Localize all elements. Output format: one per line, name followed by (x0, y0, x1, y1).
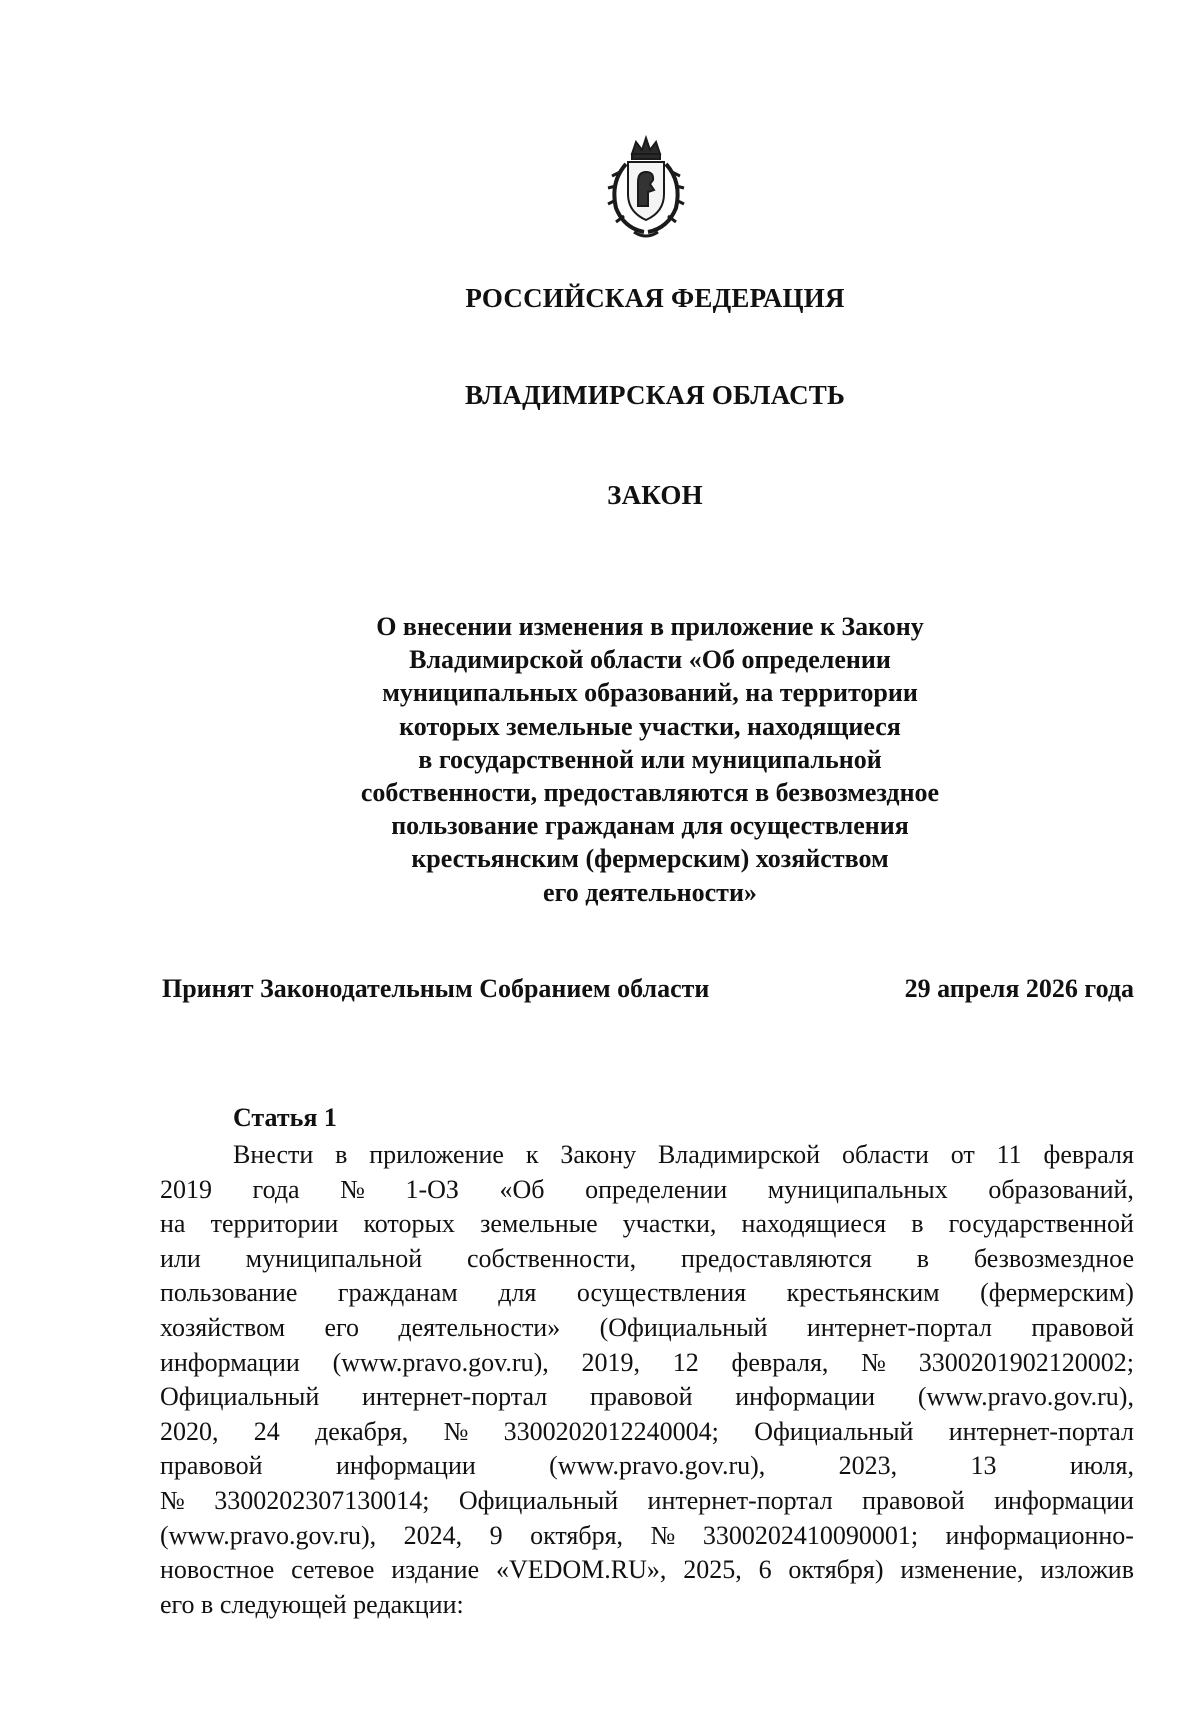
adoption-label: Принят Законодательным Собранием области (162, 974, 710, 1003)
article-word: 6 (758, 1555, 772, 1585)
article-text-line (160, 1276, 1134, 1311)
article-word: 2025, (683, 1555, 742, 1585)
article-word: Официальный (458, 1485, 619, 1515)
article-word: деятельности» (398, 1312, 561, 1342)
article-word: интернет-портал (647, 1485, 833, 1515)
article-word: Официальный (160, 1382, 320, 1412)
article-word: октября) (788, 1555, 884, 1585)
article-word: «VEDOM.RU», (495, 1555, 667, 1585)
article-word: муниципальной (245, 1243, 423, 1273)
article-word: новостное (160, 1555, 275, 1585)
article-word: (Официальный (599, 1312, 768, 1342)
article-word: 2019 (160, 1174, 212, 1204)
country-heading: РОССИЙСКАЯ ФЕДЕРАЦИЯ (465, 283, 845, 313)
article-word: области (841, 1140, 929, 1169)
article-word: (www.pravo.gov.ru), (549, 1451, 766, 1481)
article-text-line (160, 1588, 1134, 1623)
article-word: определении (585, 1174, 728, 1204)
article-text-line (160, 1207, 1134, 1242)
law-title-line: крестьянским (фермерским) хозяйством (411, 844, 889, 874)
article-text-line (160, 1449, 1134, 1484)
article-word: № (160, 1485, 185, 1515)
article-word: его (324, 1312, 360, 1342)
article-word: (фермерским) (980, 1278, 1134, 1308)
article-word: Владимирской (657, 1140, 821, 1169)
article-text-line (160, 1484, 1134, 1519)
article-word: земельные (480, 1209, 598, 1239)
article-word: февраля, (731, 1347, 829, 1377)
article-word: или (160, 1243, 201, 1273)
article-word: издание (391, 1555, 480, 1585)
article-word: его в следующей редакции: (160, 1589, 464, 1619)
article-word: 3300201902120002; (918, 1347, 1134, 1377)
article-word: территории (210, 1209, 339, 1239)
article-word: «Об (499, 1174, 545, 1204)
article-text-line (160, 1415, 1134, 1450)
article-word: правовой (1031, 1312, 1134, 1342)
article-word: 13 (970, 1451, 997, 1481)
article-word: информации (735, 1382, 876, 1412)
article-word: (www.pravo.gov.ru), (160, 1520, 377, 1550)
article-word: участки, (622, 1209, 717, 1239)
article-heading: Статья 1 (233, 1103, 337, 1132)
article-word: 3300202410090001; (702, 1520, 919, 1550)
article-word: 24 (253, 1416, 280, 1446)
article-word: предоставляются (680, 1243, 872, 1273)
article-word: информации (335, 1451, 476, 1481)
law-title-line: собственности, предоставляются в безвозмездное (360, 778, 940, 808)
article-word: года (252, 1174, 300, 1204)
article-word: (www.pravo.gov.ru), (917, 1382, 1134, 1412)
law-title (300, 610, 1000, 909)
article-text-line (160, 1346, 1134, 1381)
law-title-line: Владимирской области «Об определении (409, 645, 891, 675)
article-text-line (160, 1138, 1134, 1173)
article-word: информации (994, 1485, 1134, 1515)
article-word: в (335, 1140, 348, 1169)
article-word: 2020, (160, 1416, 219, 1446)
article-word: хозяйством (160, 1312, 286, 1342)
article-text-line (160, 1553, 1134, 1588)
article-word: информации (160, 1347, 300, 1377)
article-word: к (525, 1140, 539, 1169)
article-word: интернет-портал (806, 1312, 993, 1342)
law-title-line: которых земельные участки, находящиеся (399, 711, 901, 741)
article-text-line (160, 1519, 1134, 1554)
document-type-heading: ЗАКОН (607, 480, 703, 510)
law-title-line: муниципальных образований, на территории (382, 678, 918, 708)
article-word: сетевое (291, 1555, 375, 1585)
article-text-line (160, 1173, 1134, 1208)
article-word: 2023, (838, 1451, 898, 1481)
article-word: Официальный (754, 1416, 914, 1446)
article-word: изменение, (900, 1555, 1024, 1585)
article-word: 11 (996, 1140, 1022, 1169)
law-title-line: О внесении изменения в приложение к Закону (376, 612, 924, 641)
article-word: на (160, 1209, 186, 1239)
article-word: 2019, (581, 1347, 640, 1377)
article-word: от (950, 1140, 975, 1169)
article-word: 3300202307130014; (214, 1485, 430, 1515)
coat-of-arms-emblem (598, 132, 694, 244)
article-word: гражданам (337, 1278, 458, 1308)
adoption-line (162, 974, 1134, 1004)
article-word: для (498, 1278, 537, 1308)
article-word: № (340, 1174, 365, 1204)
article-word: февраля (1043, 1140, 1134, 1169)
article-word: интернет-портал (362, 1382, 548, 1412)
article-word: правовой (862, 1485, 965, 1515)
article-word: (www.pravo.gov.ru), (332, 1347, 549, 1377)
article-word: октября, (530, 1520, 624, 1550)
article-word: крестьянским (786, 1278, 940, 1308)
article-word: государственной (948, 1209, 1134, 1239)
article-word: 9 (489, 1520, 503, 1550)
article-word: 2024, (403, 1520, 463, 1550)
article-word: № (650, 1520, 676, 1550)
article-body (160, 1138, 1134, 1622)
article-word: декабря, (315, 1416, 409, 1446)
article-word: Закону (560, 1140, 637, 1169)
article-word: интернет-портал (948, 1416, 1134, 1446)
article-word: № (443, 1416, 469, 1446)
article-text-line (160, 1242, 1134, 1277)
article-word: изложив (1040, 1555, 1134, 1585)
law-title-line: его деятельности» (543, 877, 757, 907)
region-heading: ВЛАДИМИРСКАЯ ОБЛАСТЬ (464, 380, 846, 410)
law-title-line: в государственной или муниципальной (418, 744, 882, 774)
article-word: собственности, (466, 1243, 637, 1273)
article-word: образований, (988, 1174, 1134, 1204)
article-word: июля, (1069, 1451, 1134, 1481)
article-word: Внести (233, 1140, 314, 1169)
article-word: муниципальных (767, 1174, 948, 1204)
article-word: № (861, 1347, 886, 1377)
article-word: безвозмездное (973, 1243, 1134, 1273)
article-word: находящиеся (741, 1209, 887, 1239)
article-word: информационно- (945, 1520, 1134, 1550)
article-word: в (911, 1209, 924, 1239)
article-text-line (160, 1311, 1134, 1346)
article-word: в (916, 1243, 929, 1273)
article-word: 1-ОЗ (405, 1174, 459, 1204)
article-word: осуществления (576, 1278, 747, 1308)
article-word: которых (363, 1209, 455, 1239)
article-word: 12 (672, 1347, 699, 1377)
article-word: правовой (589, 1382, 693, 1412)
article-word: приложение (369, 1140, 504, 1169)
article-word: правовой (160, 1451, 263, 1481)
article-word: пользование (160, 1278, 298, 1308)
adoption-date: 29 апреля 2026 года (904, 974, 1134, 1003)
law-title-line: пользование гражданам для осуществления (391, 811, 909, 841)
article-word: 3300202012240004; (503, 1416, 719, 1446)
article-text-line (160, 1380, 1134, 1415)
